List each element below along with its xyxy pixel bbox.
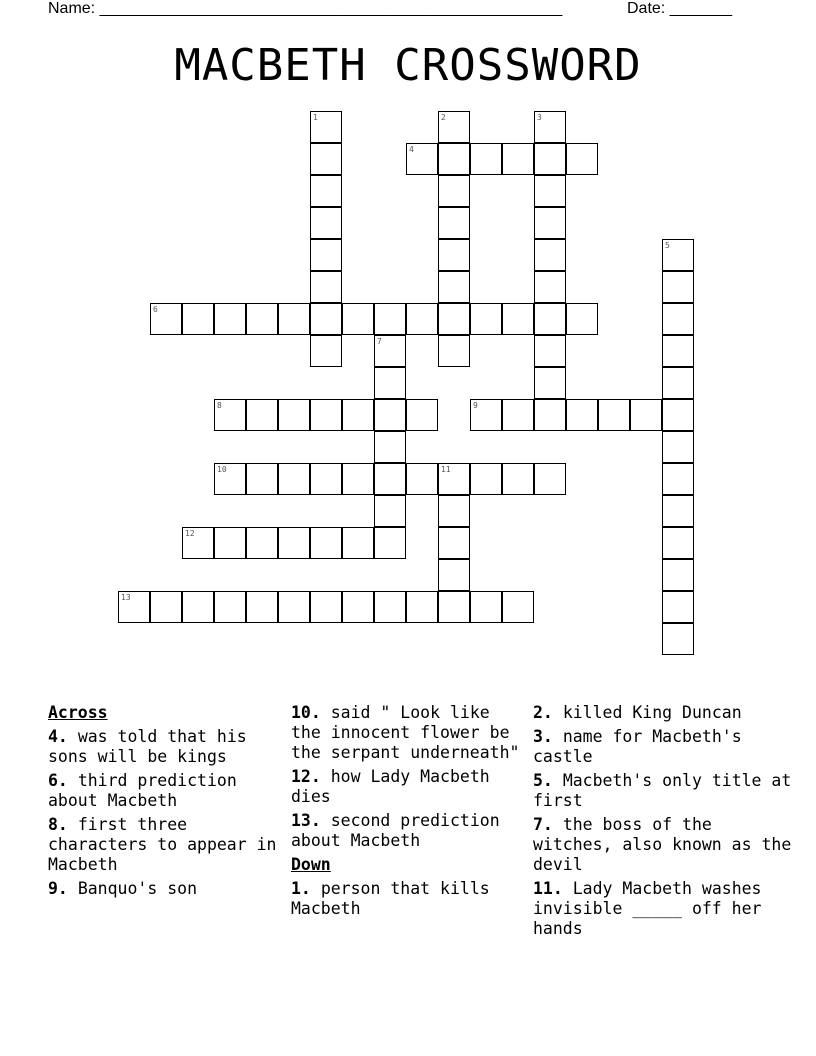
- cell-number: 11: [441, 465, 451, 474]
- crossword-cell[interactable]: [374, 367, 406, 399]
- clue-text: second prediction about Macbeth: [291, 811, 500, 850]
- crossword-cell[interactable]: [246, 591, 278, 623]
- clue-number: 9.: [48, 879, 68, 898]
- cell-number: 6: [153, 305, 158, 314]
- clue-number: 11.: [533, 879, 563, 898]
- clue-down-5: [533, 771, 793, 811]
- cell-number: 3: [537, 113, 542, 122]
- clue-text: person that kills Macbeth: [291, 879, 490, 918]
- crossword-cell[interactable]: [662, 591, 694, 623]
- crossword-cell[interactable]: [438, 335, 470, 367]
- clue-across-9: [48, 879, 278, 899]
- crossword-cell[interactable]: [470, 463, 502, 495]
- crossword-cell[interactable]: [310, 271, 342, 303]
- crossword-cell[interactable]: [342, 527, 374, 559]
- crossword-cell[interactable]: [246, 399, 278, 431]
- crossword-cell[interactable]: [662, 559, 694, 591]
- crossword-cell[interactable]: [662, 239, 694, 271]
- clue-down-1: [291, 879, 526, 919]
- crossword-cell[interactable]: [630, 399, 662, 431]
- crossword-cell[interactable]: [438, 591, 470, 623]
- crossword-cell[interactable]: [470, 399, 502, 431]
- clue-text: the boss of the witches, also known as the devil: [533, 815, 792, 874]
- crossword-cell[interactable]: [438, 111, 470, 143]
- clue-down-2: [533, 703, 793, 723]
- clue-across-10: [291, 703, 526, 763]
- crossword-cell[interactable]: [502, 143, 534, 175]
- cell-number: 1: [313, 113, 318, 122]
- crossword-cell[interactable]: [406, 143, 438, 175]
- crossword-cell[interactable]: [342, 399, 374, 431]
- crossword-cell[interactable]: [278, 303, 310, 335]
- clue-text: first three characters to appear in Macbeth: [48, 815, 277, 874]
- clue-text: name for Macbeth's castle: [533, 727, 742, 766]
- crossword-cell[interactable]: [310, 463, 342, 495]
- crossword-cell[interactable]: [406, 399, 438, 431]
- crossword-cell[interactable]: [470, 143, 502, 175]
- crossword-cell[interactable]: [342, 303, 374, 335]
- name-field-label[interactable]: Name: ____________________________________________________: [48, 0, 563, 17]
- crossword-cell[interactable]: [662, 431, 694, 463]
- clue-number: 12.: [291, 767, 321, 786]
- crossword-cell[interactable]: [662, 303, 694, 335]
- clue-text: was told that his sons will be kings: [48, 727, 247, 766]
- clue-text: how Lady Macbeth dies: [291, 767, 490, 806]
- crossword-cell[interactable]: [470, 303, 502, 335]
- crossword-cell[interactable]: [310, 303, 342, 335]
- clues-column-3: [533, 703, 793, 943]
- crossword-cell[interactable]: [374, 495, 406, 527]
- crossword-cell[interactable]: [662, 335, 694, 367]
- crossword-cell[interactable]: [374, 303, 406, 335]
- clue-across-13: [291, 811, 526, 851]
- crossword-cell[interactable]: [310, 399, 342, 431]
- crossword-cell[interactable]: [406, 463, 438, 495]
- crossword-cell[interactable]: [214, 527, 246, 559]
- crossword-cell[interactable]: [438, 559, 470, 591]
- clue-number: 10.: [291, 703, 321, 722]
- crossword-cell[interactable]: [278, 591, 310, 623]
- crossword-cell[interactable]: [438, 303, 470, 335]
- crossword-cell[interactable]: [662, 623, 694, 655]
- clue-down-11: [533, 879, 793, 939]
- crossword-cell[interactable]: [534, 175, 566, 207]
- crossword-cell[interactable]: [502, 399, 534, 431]
- crossword-cell[interactable]: [374, 335, 406, 367]
- crossword-cell[interactable]: [342, 591, 374, 623]
- clue-text: said " Look like the innocent flower be the serpant underneath": [291, 703, 520, 762]
- crossword-cell[interactable]: [662, 399, 694, 431]
- crossword-cell[interactable]: [534, 143, 566, 175]
- crossword-cell[interactable]: [566, 143, 598, 175]
- clue-down-3: [533, 727, 793, 767]
- crossword-cell[interactable]: [566, 399, 598, 431]
- crossword-cell[interactable]: [438, 143, 470, 175]
- crossword-cell[interactable]: [662, 495, 694, 527]
- crossword-cell[interactable]: [534, 271, 566, 303]
- cell-number: 12: [185, 529, 195, 538]
- crossword-cell[interactable]: [374, 399, 406, 431]
- crossword-cell[interactable]: [310, 527, 342, 559]
- crossword-cell[interactable]: [502, 463, 534, 495]
- crossword-cell[interactable]: [310, 335, 342, 367]
- crossword-cell[interactable]: [470, 591, 502, 623]
- crossword-cell[interactable]: [438, 239, 470, 271]
- crossword-cell[interactable]: [150, 303, 182, 335]
- cell-number: 10: [217, 465, 227, 474]
- clue-number: 7.: [533, 815, 553, 834]
- clue-text: Banquo's son: [77, 879, 198, 898]
- crossword-cell[interactable]: [534, 303, 566, 335]
- crossword-cell[interactable]: [310, 143, 342, 175]
- across-heading: Across: [48, 703, 108, 722]
- crossword-cell[interactable]: [374, 591, 406, 623]
- crossword-cell[interactable]: [534, 335, 566, 367]
- crossword-cell[interactable]: [534, 367, 566, 399]
- crossword-cell[interactable]: [534, 463, 566, 495]
- crossword-cell[interactable]: [310, 591, 342, 623]
- crossword-cell[interactable]: [598, 399, 630, 431]
- crossword-cell[interactable]: [406, 591, 438, 623]
- clue-number: 4.: [48, 727, 68, 746]
- clue-number: 6.: [48, 771, 68, 790]
- crossword-cell[interactable]: [662, 271, 694, 303]
- crossword-cell[interactable]: [246, 527, 278, 559]
- clue-number: 8.: [48, 815, 68, 834]
- crossword-cell[interactable]: [246, 463, 278, 495]
- date-field-label[interactable]: Date: _______: [627, 0, 732, 17]
- crossword-cell[interactable]: [182, 591, 214, 623]
- crossword-cell[interactable]: [214, 463, 246, 495]
- cell-number: 7: [377, 337, 382, 346]
- crossword-cell[interactable]: [502, 303, 534, 335]
- cell-number: 8: [217, 401, 222, 410]
- clue-across-6: [48, 771, 278, 811]
- clue-text: Lady Macbeth washes invisible _____ off her hands: [533, 879, 762, 938]
- cell-number: 4: [409, 145, 414, 154]
- cell-number: 9: [473, 401, 478, 410]
- clue-number: 3.: [533, 727, 553, 746]
- cell-number: 5: [665, 241, 670, 250]
- crossword-cell[interactable]: [246, 303, 278, 335]
- crossword-cell[interactable]: [406, 303, 438, 335]
- crossword-cell[interactable]: [150, 591, 182, 623]
- crossword-cell[interactable]: [278, 527, 310, 559]
- clue-number: 2.: [533, 703, 553, 722]
- clue-text: third prediction about Macbeth: [48, 771, 237, 810]
- crossword-cell[interactable]: [662, 463, 694, 495]
- crossword-cell[interactable]: [310, 111, 342, 143]
- crossword-cell[interactable]: [662, 367, 694, 399]
- down-heading: Down: [291, 855, 331, 874]
- crossword-cell[interactable]: [438, 463, 470, 495]
- crossword-cell[interactable]: [118, 591, 150, 623]
- clue-text: killed King Duncan: [562, 703, 742, 722]
- crossword-cell[interactable]: [534, 111, 566, 143]
- crossword-cell[interactable]: [278, 399, 310, 431]
- crossword-cell[interactable]: [438, 495, 470, 527]
- crossword-cell[interactable]: [438, 175, 470, 207]
- crossword-cell[interactable]: [214, 591, 246, 623]
- crossword-cell[interactable]: [342, 463, 374, 495]
- crossword-cell[interactable]: [214, 399, 246, 431]
- clue-number: 5.: [533, 771, 553, 790]
- crossword-cell[interactable]: [310, 239, 342, 271]
- clue-across-12: [291, 767, 526, 807]
- clue-across-8: [48, 815, 278, 875]
- crossword-cell[interactable]: [438, 271, 470, 303]
- clue-text: Macbeth's only title at first: [533, 771, 792, 810]
- crossword-cell[interactable]: [182, 303, 214, 335]
- page-title: MACBETH CROSSWORD: [174, 40, 642, 91]
- crossword-cell[interactable]: [182, 527, 214, 559]
- clue-number: 13.: [291, 811, 321, 830]
- clue-number: 1.: [291, 879, 311, 898]
- crossword-cell[interactable]: [438, 527, 470, 559]
- crossword-cell[interactable]: [534, 239, 566, 271]
- clue-across-4: [48, 727, 278, 767]
- crossword-cell[interactable]: [278, 463, 310, 495]
- crossword-cell[interactable]: [310, 207, 342, 239]
- crossword-cell[interactable]: [534, 399, 566, 431]
- clues-column-1: [48, 703, 278, 903]
- crossword-cell[interactable]: [566, 303, 598, 335]
- clue-down-7: [533, 815, 793, 875]
- crossword-cell[interactable]: [534, 207, 566, 239]
- crossword-cell[interactable]: [662, 527, 694, 559]
- crossword-cell[interactable]: [310, 175, 342, 207]
- crossword-cell[interactable]: [374, 527, 406, 559]
- crossword-cell[interactable]: [374, 463, 406, 495]
- cell-number: 13: [121, 593, 131, 602]
- crossword-cell[interactable]: [502, 591, 534, 623]
- crossword-cell[interactable]: [374, 431, 406, 463]
- crossword-cell[interactable]: [438, 207, 470, 239]
- cell-number: 2: [441, 113, 446, 122]
- clues-column-2: [291, 703, 526, 923]
- crossword-cell[interactable]: [214, 303, 246, 335]
